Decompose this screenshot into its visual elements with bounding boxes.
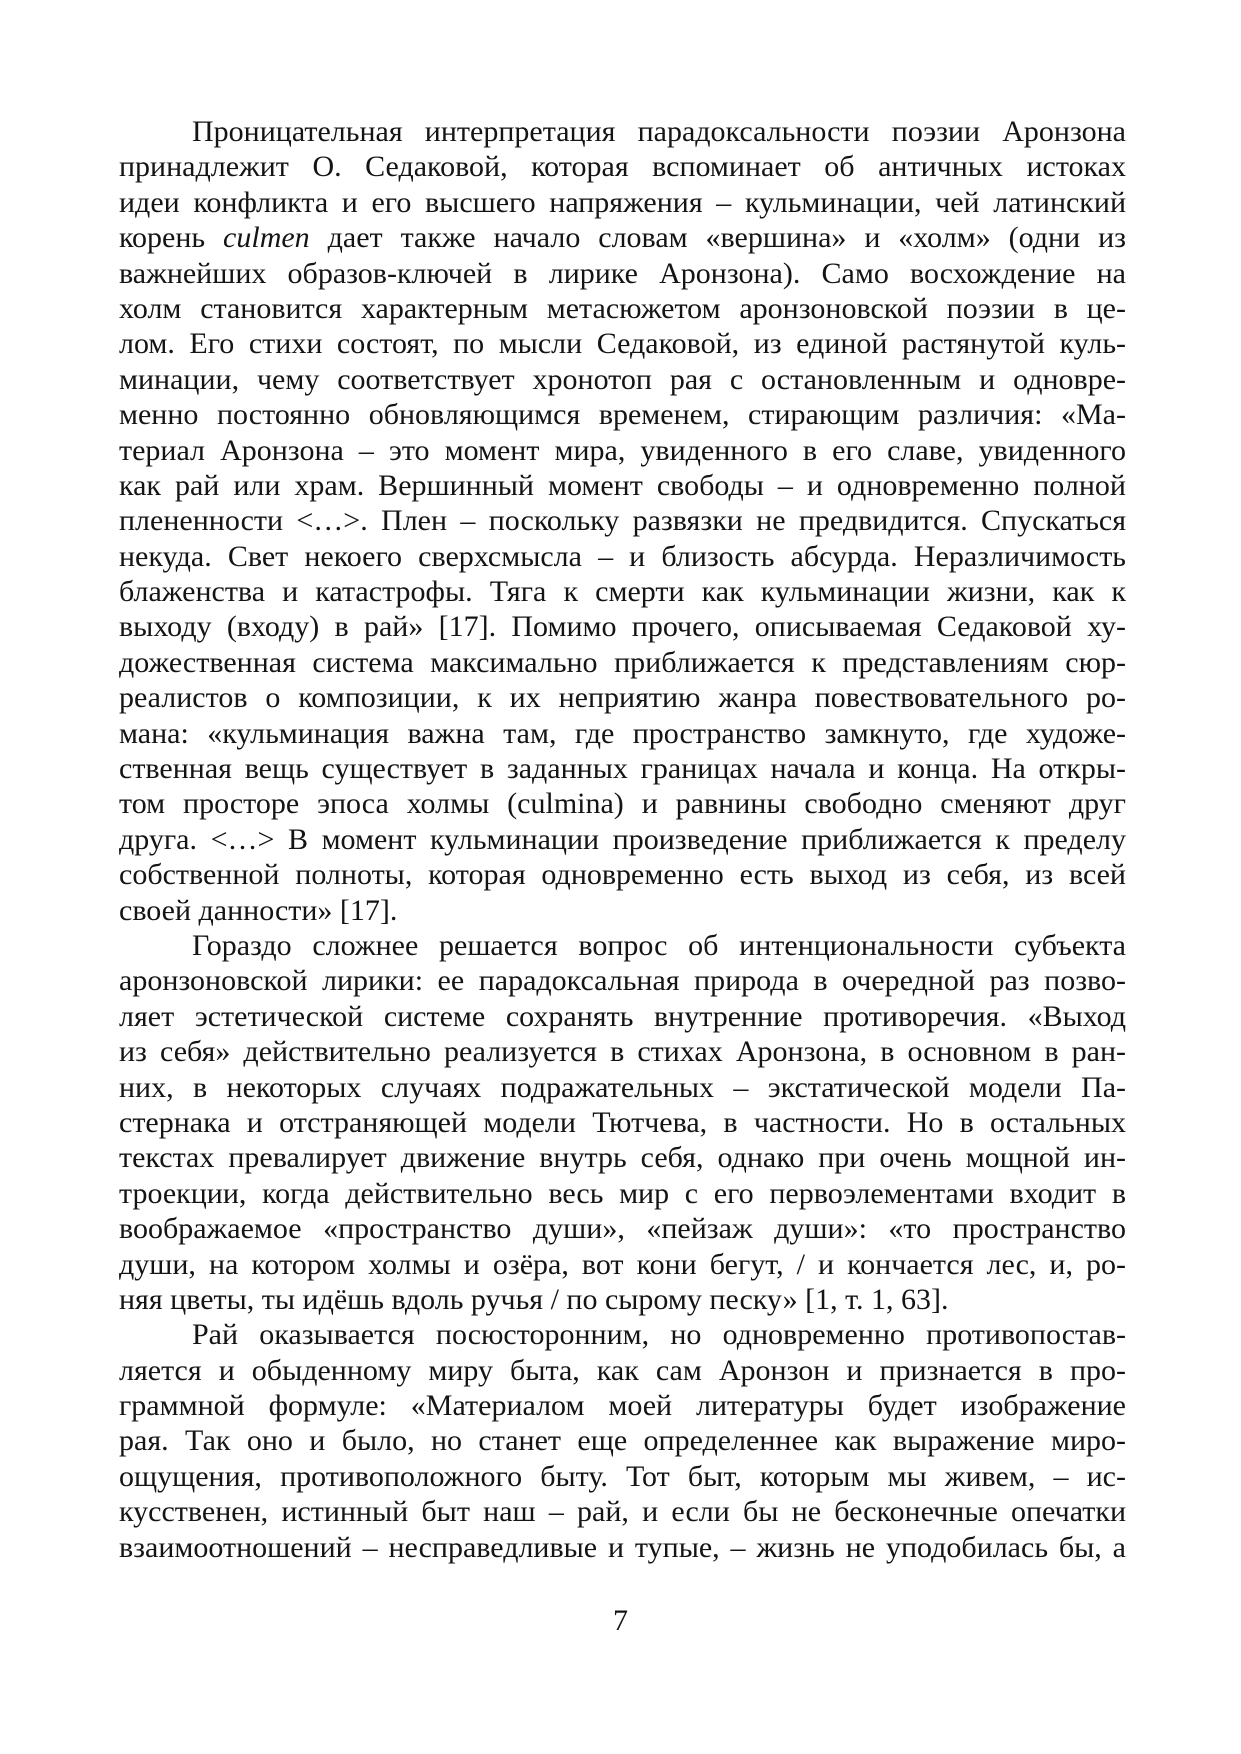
text-line [119, 716, 1126, 751]
text-segment: блаженства и катастрофы. Тяга к смерти как кульминации жизни, как к [119, 575, 1126, 609]
text-line [119, 539, 1126, 574]
text-line [119, 1176, 1126, 1211]
text-segment: Рай оказывается посюсторонним, но одновременно противопостав- [192, 1318, 1126, 1352]
text-segment: важнейших образов-ключей в лирике Аронзона). Само восхождение на [119, 256, 1126, 290]
text-line [119, 468, 1126, 503]
text-line [119, 645, 1126, 680]
text-line [119, 185, 1126, 220]
text-line [119, 1317, 1126, 1352]
text-segment: няя цветы, ты идёшь вдоль ручья / по сырому песку» [1, т. 1, 63]. [119, 1282, 949, 1316]
text-segment: граммной формуле: «Материалом моей литературы будет изображение [119, 1389, 1126, 1423]
text-segment: аронзоновской лирики: ее парадоксальная природа в очередной раз позво- [119, 964, 1126, 998]
text-line [119, 1282, 1126, 1317]
text-line [119, 397, 1126, 432]
text-segment: менно постоянно обновляющимся временем, стирающим различия: «Ма- [119, 398, 1126, 432]
text-segment: лом. Его стихи состоят, по мысли Седаковой, из единой растянутой куль- [119, 327, 1126, 361]
text-segment: плененности <…>. Плен – поскольку развязки не предвидится. Спускаться [119, 504, 1126, 538]
text-line [119, 1070, 1126, 1105]
text-line [119, 1247, 1126, 1282]
text-segment: некуда. Свет некоего сверхсмысла – и близость абсурда. Неразличимость [119, 539, 1126, 573]
text-segment: ляет эстетической системе сохранять внутренние противоречия. «Выход [119, 999, 1126, 1033]
text-line [119, 786, 1126, 821]
text-segment: реалистов о композиции, к их неприятию жанра повествовательного ро- [119, 681, 1126, 715]
text-line [119, 433, 1126, 468]
page-number: 7 [613, 1604, 628, 1637]
text-line [119, 1530, 1126, 1565]
text-line [119, 220, 1126, 255]
text-segment: корень [119, 221, 224, 255]
text-segment: как рай или храм. Вершинный момент свободы – и одновременно полной [119, 468, 1126, 502]
text-line [119, 1459, 1126, 1494]
text-segment: ощущения, противоположного быту. Тот быт, которым мы живем, – ис- [119, 1459, 1126, 1493]
text-line [119, 822, 1126, 857]
text-segment: мана: «кульминация важна там, где пространство замкнуто, где художе- [119, 716, 1126, 750]
text-segment: Проницательная интерпретация парадоксальности поэзии Аронзона [192, 115, 1126, 148]
text-line [119, 1353, 1126, 1388]
text-line [119, 1388, 1126, 1423]
text-line [119, 1211, 1126, 1246]
text-line [119, 291, 1126, 326]
text-line [119, 680, 1126, 715]
body-text [119, 114, 1126, 1565]
text-segment: кусственен, истинный быт наш – рай, и если бы не бесконечные опечатки [119, 1495, 1126, 1529]
text-segment: них, в некоторых случаях подражательных – экстатической модели Па- [119, 1070, 1126, 1104]
text-segment: стернака и отстраняющей модели Тютчева, в частности. Но в остальных [119, 1105, 1126, 1139]
text-line [119, 574, 1126, 609]
text-segment: души, на котором холмы и озёра, вот кони бегут, / и кончается лес, и, ро- [119, 1247, 1126, 1281]
text-line [119, 1105, 1126, 1140]
text-segment: ственная вещь существует в заданных границах начала и конца. На откры- [119, 752, 1126, 786]
text-line [119, 503, 1126, 538]
text-segment: том просторе эпоса холмы (culmina) и равнины свободно сменяют друг [119, 787, 1126, 821]
text-segment: ляется и обыденному миру быта, как сам Аронзон и признается в про- [119, 1353, 1126, 1387]
text-line [119, 1494, 1126, 1529]
text-segment: минации, чему соответствует хронотоп рая с остановленным и одновре- [119, 362, 1126, 396]
text-line [119, 114, 1126, 149]
text-segment: Гораздо сложнее решается вопрос об интенциональности субъекта [192, 928, 1126, 962]
text-segment: холм становится характерным метасюжетом аронзоновской поэзии в це- [119, 291, 1126, 325]
text-line [119, 999, 1126, 1034]
text-segment: взаимоотношений – несправедливые и тупые, – жизнь не уподобилась бы, а [119, 1530, 1126, 1564]
text-line [119, 1140, 1126, 1175]
text-segment: выходу (входу) в рай» [17]. Помимо прочего, описываемая Седаковой ху- [119, 610, 1126, 644]
text-segment: из себя» действительно реализуется в стихах Аронзона, в основном в ран- [119, 1035, 1126, 1069]
text-segment: друга. <…> В момент кульминации произведение приближается к пределу [119, 822, 1126, 856]
text-segment: дает также начало словам «вершина» и «холм» (одни из [309, 221, 1126, 255]
text-line [119, 751, 1126, 786]
text-line [119, 326, 1126, 361]
text-segment: собственной полноты, которая одновременно есть выход из себя, из всей [119, 858, 1126, 892]
text-line [119, 893, 1126, 928]
text-segment: текстах превалирует движение внутрь себя, однако при очень мощной ин- [119, 1141, 1126, 1175]
text-line [119, 1423, 1126, 1458]
text-segment: своей данности» [17]. [119, 893, 398, 927]
text-line [119, 857, 1126, 892]
text-line [119, 256, 1126, 291]
text-segment: принадлежит О. Седаковой, которая вспоминает об античных истоках [119, 150, 1126, 184]
text-segment: териал Аронзона – это момент мира, увиденного в его славе, увиденного [119, 433, 1126, 467]
text-segment: дожественная система максимально приближается к представлениям сюр- [119, 645, 1126, 679]
text-segment: троекции, когда действительно весь мир с его первоэлементами входит в [119, 1176, 1126, 1210]
text-line [119, 362, 1126, 397]
text-line [119, 149, 1126, 184]
italic-term: culmen [223, 221, 310, 255]
text-segment: идеи конфликта и его высшего напряжения – кульминации, чей латинский [119, 185, 1126, 219]
text-line [119, 928, 1126, 963]
text-segment: воображаемое «пространство души», «пейзаж души»: «то пространство [119, 1212, 1126, 1246]
text-segment: рая. Так оно и было, но станет еще определеннее как выражение миро- [119, 1424, 1126, 1458]
text-line [119, 609, 1126, 644]
text-line [119, 1034, 1126, 1069]
text-line [119, 963, 1126, 998]
